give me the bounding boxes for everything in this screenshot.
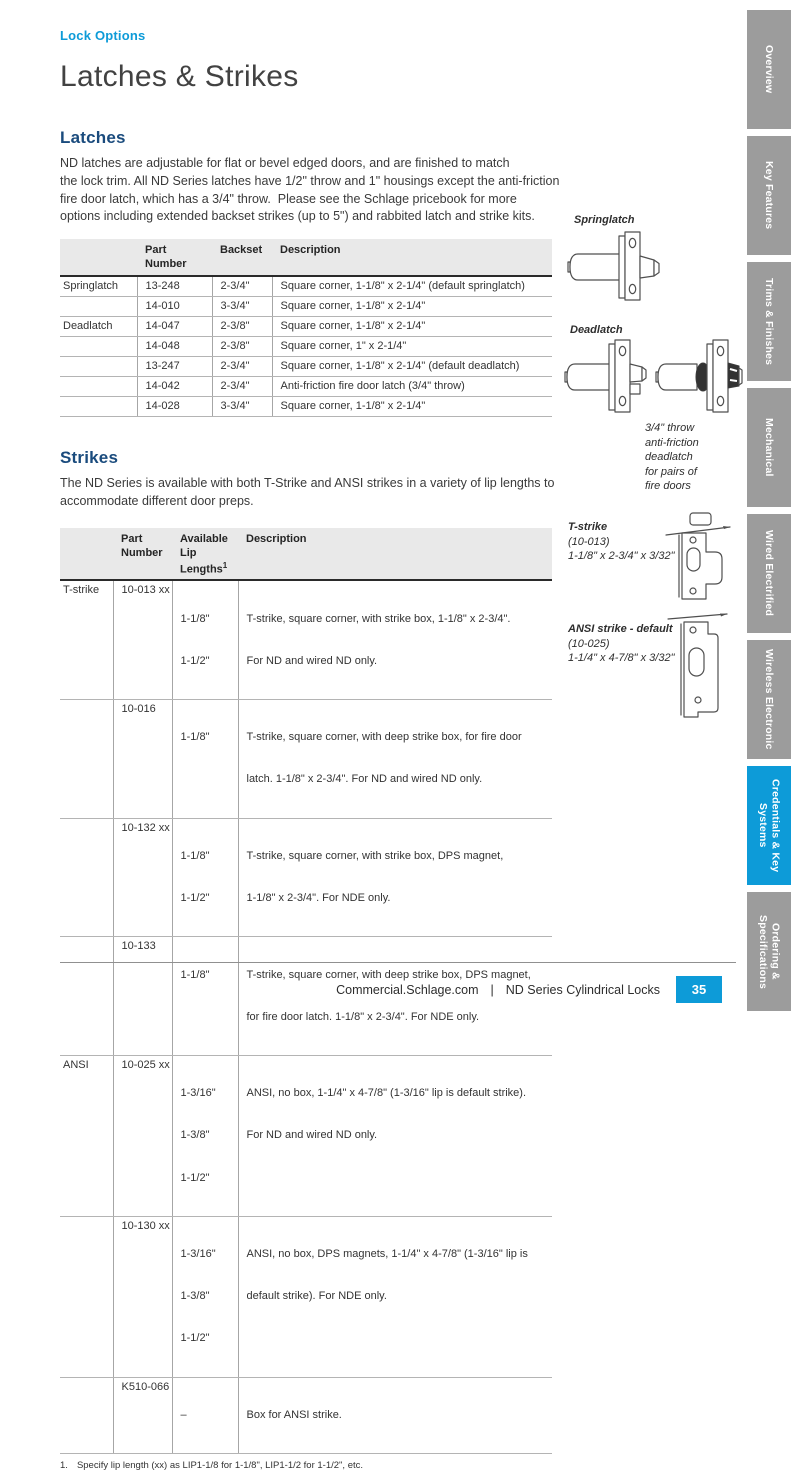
lip-length: 1-1/2" [180,654,210,667]
column-header-part-number: Part Number [113,528,172,581]
page-title: Latches & Strikes [60,60,299,93]
tab-label: Key Features [763,161,776,230]
lip-length: 1-3/16" [180,1087,216,1100]
lip-cell [172,580,238,699]
strikes-intro [60,475,554,511]
ansi-strike-dims: 1-1/4" x 4-7/8" x 3/32" [568,652,675,664]
lip-length: 1-1/8" [180,731,210,744]
part-cell: 10-130 xx [113,1216,172,1377]
group-cell [60,397,137,417]
part-cell: 13-247 [137,357,212,377]
footer-separator: | [490,983,494,997]
table-row [60,316,552,336]
latches-intro [60,155,560,226]
footer-site: Commercial.Schlage.com [336,983,479,997]
tab-label: Wireless Electronic [763,649,776,750]
description-cell [238,1377,552,1453]
table-row [60,276,552,297]
lip-length: 1-1/2" [180,892,210,905]
tstrike-name: T-strike [568,521,608,533]
description-cell: Square corner, 1-1/8" x 2-1/4" [272,397,552,417]
group-cell [60,377,137,397]
table-row [60,1216,552,1377]
description-line: default strike). For NDE only. [246,1290,387,1303]
deadlatch-illustration [564,336,649,416]
group-cell [60,1216,113,1377]
tab-wireless-electronic[interactable] [747,640,791,759]
group-cell [60,1377,113,1453]
part-cell: 10-025 xx [113,1055,172,1216]
group-cell [60,700,113,819]
tab-overview[interactable] [747,10,791,129]
description-cell [238,580,552,699]
description-line: 1-1/8" x 2-3/4". For NDE only. [246,892,391,905]
latches-intro-line: fire door latch, which has a 3/4" throw. Please see the Schlage pricebook for more [60,191,517,206]
lip-length: 1-1/2" [180,1171,210,1184]
group-cell [60,818,113,937]
strikes-table-header-row [60,528,552,581]
description-line: For ND and wired ND only. [246,654,378,667]
part-cell: 10-132 xx [113,818,172,937]
lip-length: 1-1/8" [180,849,210,862]
part-cell: 10-016 [113,700,172,819]
ansi-strike-name: ANSI strike - default [568,623,673,635]
lip-length: 1-1/8" [180,612,210,625]
lip-length: 1-3/8" [180,1129,210,1142]
part-cell: 14-028 [137,397,212,417]
description-line: T-strike, square corner, with strike box, 1-1/8" x 2-3/4". [246,612,511,625]
description-cell: Square corner, 1-1/8" x 2-1/4" [272,316,552,336]
table-row [60,818,552,937]
lip-cell [172,818,238,937]
description-cell: Anti-friction fire door latch (3/4" throw) [272,377,552,397]
column-header-description: Description [272,239,552,276]
table-footnote [60,1460,554,1471]
latches-table [60,239,552,417]
description-line: T-strike, square corner, with deep strike box, DPS magnet, [246,968,531,981]
tab-label: Trims & Finishes [763,277,776,366]
group-cell: Deadlatch [60,316,137,336]
latches-intro-line: the lock trim. All ND Series latches have 1/2" throw and 1" housings except the anti-friction [60,173,560,188]
lip-cell [172,1377,238,1453]
caption-line: fire doors [645,480,691,492]
column-header-description: Description [238,528,552,581]
column-header-lip-lengths [172,528,238,581]
description-cell [238,1216,552,1377]
backset-cell: 3-3/4" [212,397,272,417]
part-cell: 10-133 [113,937,172,1056]
backset-cell: 2-3/4" [212,276,272,297]
lip-length: – [180,1408,187,1421]
tab-credentials-key-systems[interactable] [747,766,791,885]
table-row [60,1055,552,1216]
group-cell [60,357,137,377]
lip-cell [172,700,238,819]
description-line: latch. 1-1/8" x 2-3/4". For ND and wired ND only. [246,773,483,786]
latches-intro-line: ND latches are adjustable for flat or bevel edged doors, and are finished to match [60,156,510,170]
description-line: Box for ANSI strike. [246,1408,342,1421]
caption-line: deadlatch [645,451,693,463]
tab-label: Overview [763,45,776,94]
footer-divider [60,962,736,963]
table-row [60,700,552,819]
table-row [60,397,552,417]
description-cell [238,818,552,937]
tstrike-part: (10-013) [568,535,610,548]
strikes-heading: Strikes [60,448,119,468]
description-cell: Square corner, 1-1/8" x 2-1/4" (default deadlatch) [272,357,552,377]
column-header-part-number: Part Number [137,239,212,276]
tab-label: Wired Electrified [763,530,776,617]
description-line: ANSI, no box, DPS magnets, 1-1/4" x 4-7/8" (1-3/16" lip is [246,1247,528,1260]
tab-mechanical[interactable] [747,388,791,507]
group-cell: Springlatch [60,276,137,297]
column-header [60,239,137,276]
description-line: T-strike, square corner, with deep strike box, for fire door [246,731,522,744]
footnote-number: 1. [60,1460,68,1471]
lip-cell [172,1216,238,1377]
lip-length: 1-3/16" [180,1247,216,1260]
latches-intro-line: options including extended backset strikes (up to 5") and rabbited latch and strike kits. [60,209,535,224]
description-cell: Square corner, 1-1/8" x 2-1/4" (default springlatch) [272,276,552,297]
tab-trims-finishes[interactable] [747,262,791,381]
group-cell [60,296,137,316]
ansi-strike-illustration [664,610,734,718]
table-row [60,337,552,357]
column-header-lip-text: Available Lip Lengths [180,532,228,576]
breadcrumb: Lock Options [60,28,146,43]
caption-line: 3/4" throw [645,422,695,434]
caption-line: anti-friction [645,436,699,449]
section-tab-bar [747,10,791,1018]
backset-cell: 2-3/4" [212,377,272,397]
deadlatch-label: Deadlatch [570,324,623,336]
springlatch-illustration [566,228,666,304]
footer [60,983,660,997]
page-content [60,28,560,1471]
table-row [60,357,552,377]
strikes-intro-line: accommodate different door preps. [60,494,254,509]
deadlatch-firedoor-illustration [655,336,743,416]
strikes-intro-line: The ND Series is available with both T-Strike and ANSI strikes in a variety of lip lengths to [60,476,555,491]
group-cell [60,337,137,357]
description-cell: Square corner, 1" x 2-1/4" [272,337,552,357]
part-cell: 13-248 [137,276,212,297]
latches-heading: Latches [60,128,126,147]
table-row [60,377,552,397]
description-line: for fire door latch. 1-1/8" x 2-3/4". For NDE only. [246,1010,480,1023]
tab-label: Credentials & Key Systems [757,778,782,873]
footnote-text: Specify lip length (xx) as LIP1-1/8 for 1-1/8", LIP1-1/2 for 1-1/2", etc. [76,1460,364,1471]
description-cell [238,1055,552,1216]
tab-ordering-specifications[interactable] [747,892,791,1011]
group-cell: T-strike [60,580,113,699]
ansi-strike-caption [568,622,675,666]
lip-cell [172,1055,238,1216]
backset-cell: 2-3/4" [212,357,272,377]
column-header [60,528,113,581]
springlatch-label: Springlatch [574,214,635,226]
description-cell: Square corner, 1-1/8" x 2-1/4" [272,296,552,316]
table-row [60,580,552,699]
part-cell: K510-066 [113,1377,172,1453]
part-cell: 14-047 [137,316,212,336]
backset-cell: 2-3/8" [212,337,272,357]
caption-line: for pairs of [645,465,697,478]
tab-label: Ordering & Specifications [757,914,782,989]
latches-table-header-row [60,239,552,276]
deadlatch-figures [564,336,743,416]
footnote-marker: 1 [222,560,228,570]
page-number-badge [676,976,722,1003]
backset-cell: 3-3/4" [212,296,272,316]
footer-doc-title: ND Series Cylindrical Locks [505,983,660,997]
description-line: ANSI, no box, 1-1/4" x 4-7/8" (1-3/16" lip is default strike). [246,1087,527,1100]
tab-wired-electrified[interactable] [747,514,791,633]
page-number: 35 [691,982,707,997]
lip-length: 1-3/8" [180,1290,210,1303]
backset-cell: 2-3/8" [212,316,272,336]
lip-length: 1-1/8" [180,968,210,981]
part-cell: 14-010 [137,296,212,316]
deadlatch-caption [645,421,740,494]
tstrike-illustration [660,512,738,602]
description-cell [238,700,552,819]
tstrike-dims: 1-1/8" x 2-3/4" x 3/32" [568,550,675,562]
group-cell: ANSI [60,1055,113,1216]
lip-length: 1-1/2" [180,1332,210,1345]
description-line: For ND and wired ND only. [246,1129,378,1142]
tab-key-features[interactable] [747,136,791,255]
description-line: T-strike, square corner, with strike box, DPS magnet, [246,849,504,862]
part-cell: 14-042 [137,377,212,397]
ansi-strike-part: (10-025) [568,637,610,650]
tab-label: Mechanical [763,418,776,477]
column-header-backset: Backset [212,239,272,276]
table-row [60,1377,552,1453]
part-cell: 14-048 [137,337,212,357]
part-cell: 10-013 xx [113,580,172,699]
table-row [60,296,552,316]
tstrike-caption [568,520,675,564]
